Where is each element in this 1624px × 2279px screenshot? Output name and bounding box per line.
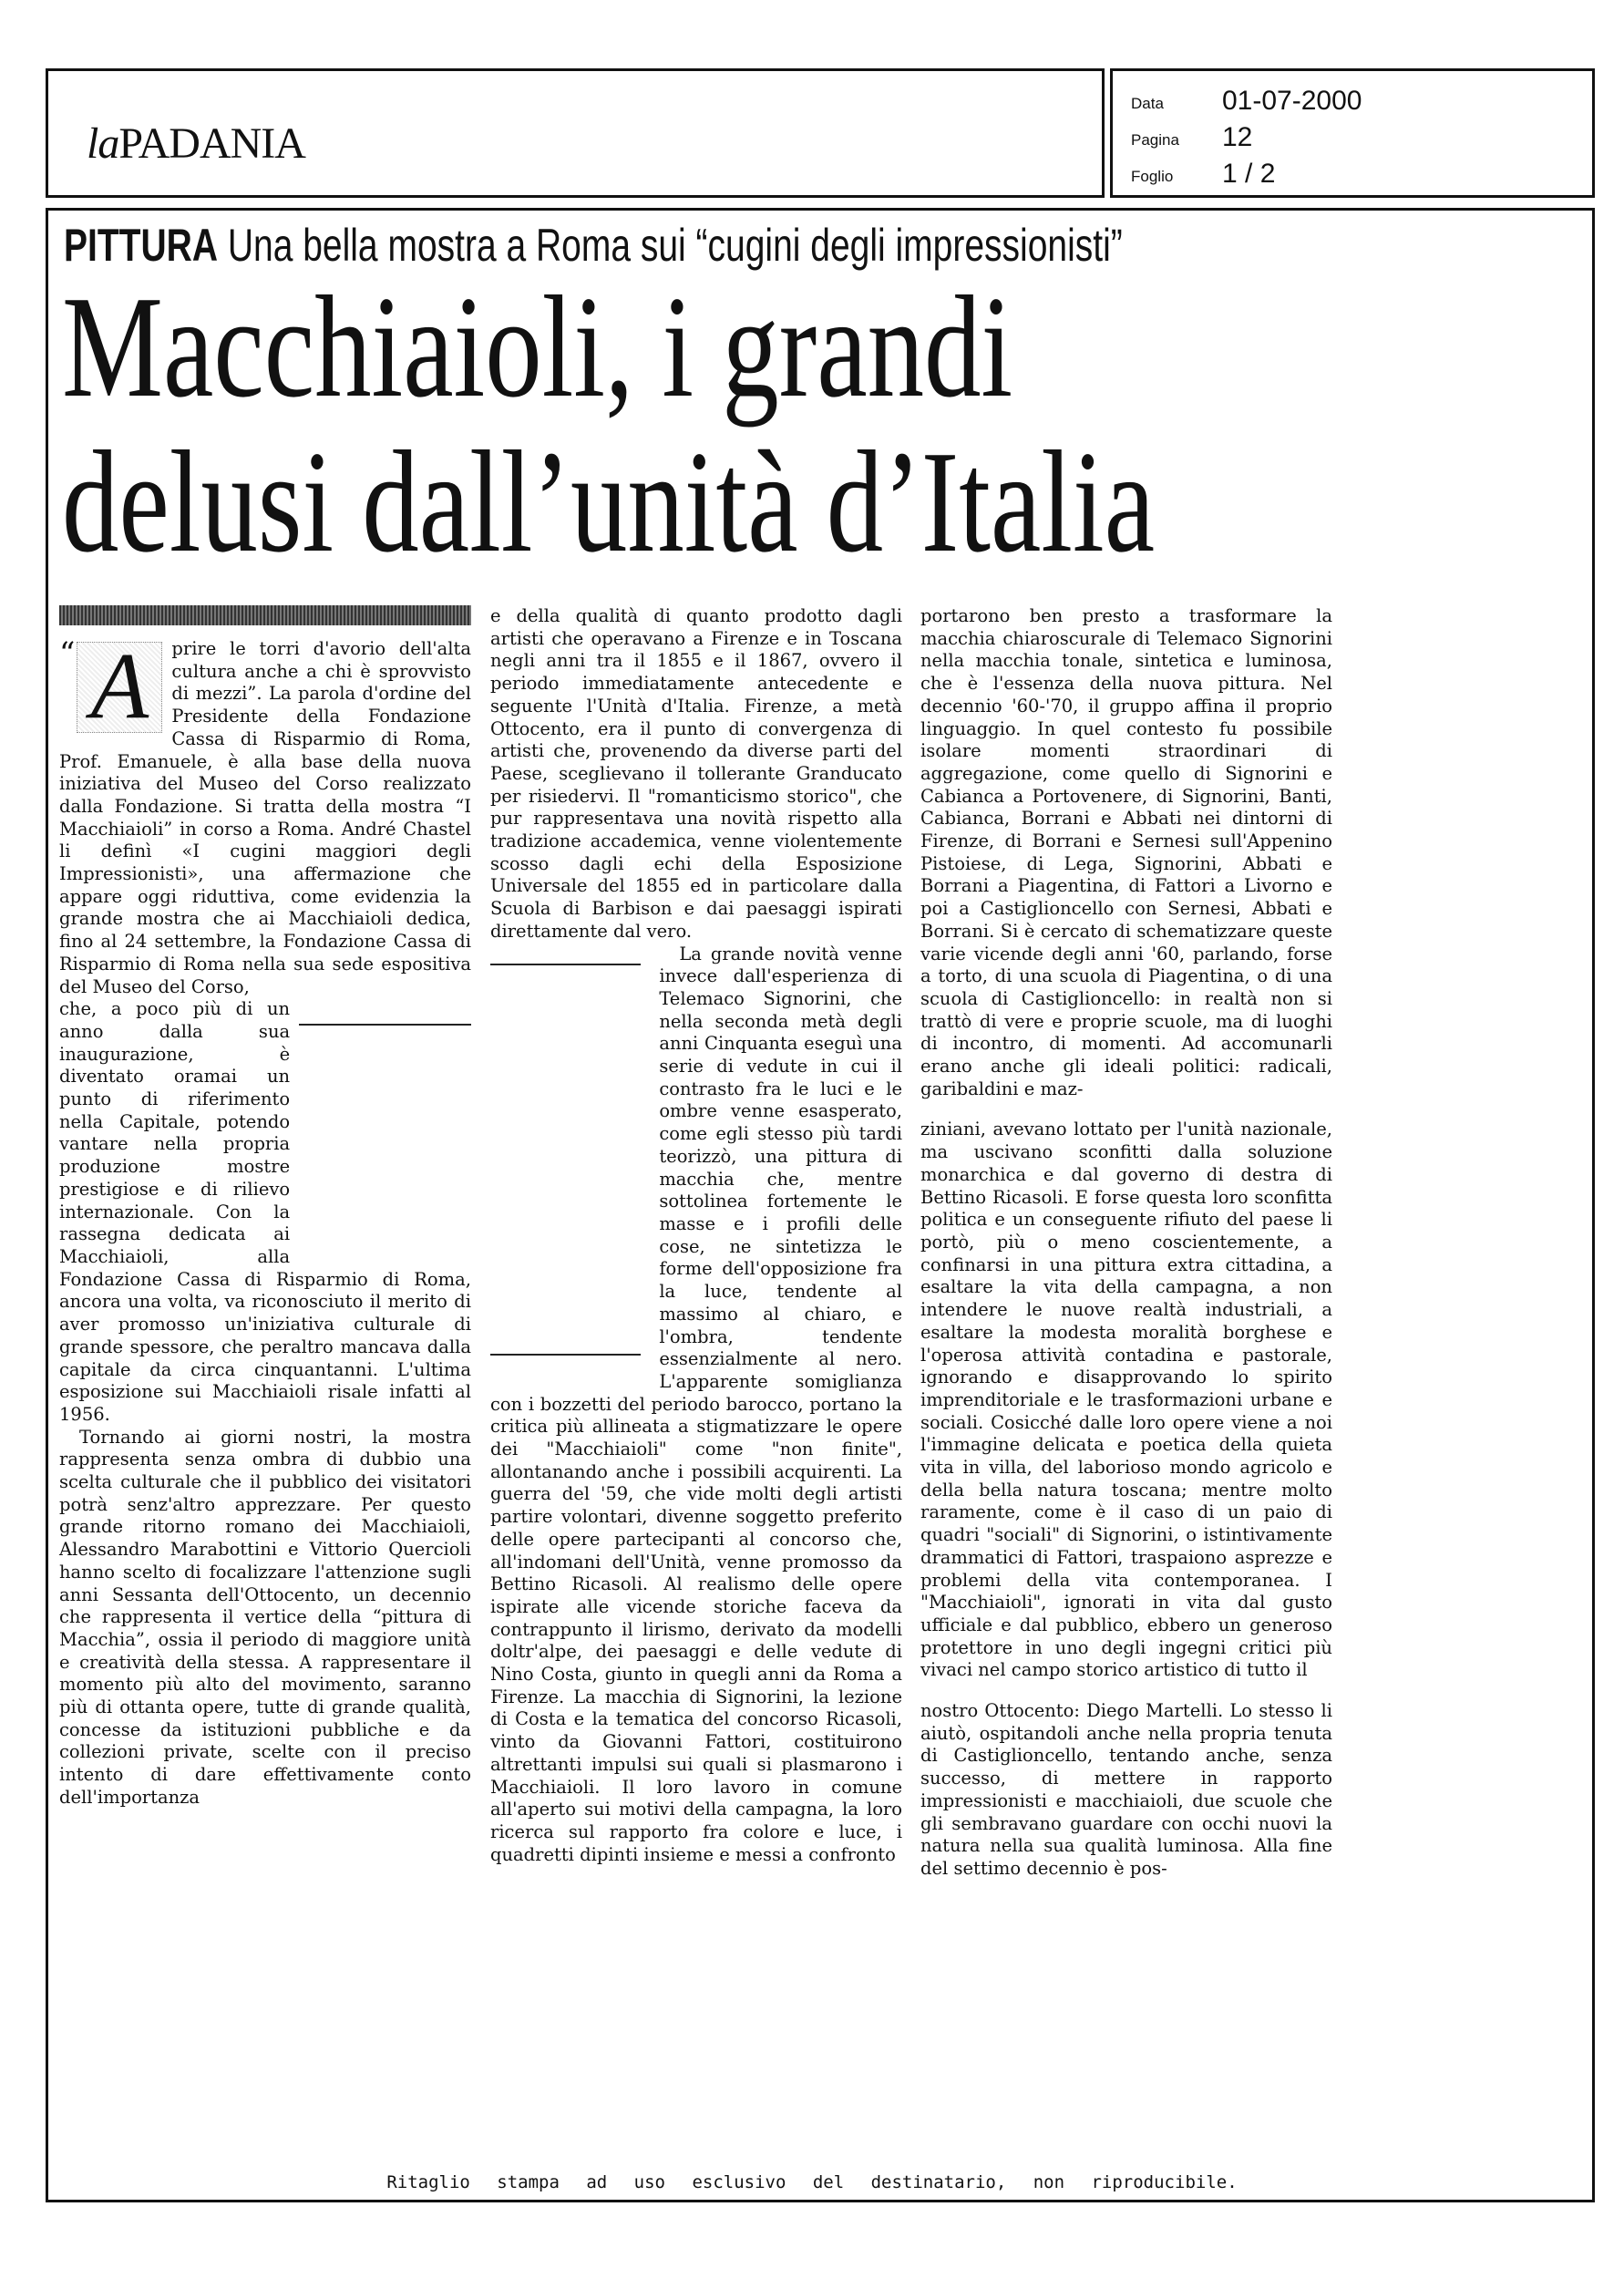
paragraph [490, 944, 902, 1867]
newspaper-logo [87, 119, 305, 169]
column-1 [59, 605, 471, 1810]
meta-value: 1 / 2 [1222, 159, 1276, 189]
headline-line-1: Macchiaioli, i grandi [62, 265, 1013, 428]
spacer [920, 1682, 1332, 1700]
column-3 [920, 605, 1332, 1881]
logo-prefix: la [87, 119, 119, 168]
meta-label: Data [1131, 95, 1164, 112]
meta-value: 12 [1222, 122, 1253, 152]
headline-line-2: delusi dall’unità d’Italia [62, 420, 1156, 583]
section-label: PITTURA [64, 220, 218, 271]
decorative-bar [59, 605, 471, 625]
paragraph: Tornando ai giorni nostri, la mostra rappresenta senza ombra di dubbio una scelta culturale che il pubblico dei visitatori potrà senz'altro apprezzare. Per questo grande ritorno romano dei Macchiaioli, Alessandro Marabottini e Vittorio Quercioli hanno scelto di focalizzare l'attenzione sugli anni Sessanta dell'Ottocento, un decennio che rappresenta il vertice della “pittura di Macchia”, ossia il periodo di maggiore unità e creatività della stessa. A rappresentare il momento più alto del movimento, saranno più di ottanta opere, tutte di grande qualità, concesse da istituzioni pubbliche e da collezioni private, scelte con il preciso intento di dare effettivamente conto dell'importanza [59, 1426, 471, 1808]
paragraph: ziniani, avevano lottato per l'unità nazionale, ma uscivano sconfitti dalla soluzione monarchica e dal governo di destra di Bettino Ricasoli. E forse questa loro sconfitta politica e un conseguente rifiuto del paese li portò, più o meno coscientemente, a confinarsi in una pittura extra cittadina, a esaltare la vita della campagna, a non intendere le nuove realtà industriali, a esaltare la modesta moralità borghese e l'operosa attività contadina e pastorale, ignorando e disapprovando lo spirito imprenditoriale e le trasformazioni urbane e sociali. Cosicché dalle loro opere viene a noi l'immagine delicata e poetica della quieta vita in villa, del laborioso mondo agricolo e della bella natura toscana; mentre molto raramente, come è il caso di un paio di quadri "sociali" di Signorini, o istintivamente drammatici di Fattori, traspaiono asprezze e problemi della vita contemporanea. I "Macchiaioli", ignorati in vita dal gusto ufficiale e dal pubblico, ebbero un generoso protettore in uno degli ingegni critici più vivaci nel campo storico artistico di tutto il [920, 1119, 1332, 1681]
divider-rule [490, 964, 641, 965]
paragraph: portarono ben presto a trasformare la macchia chiaroscurale di Telemaco Signorini nella macchia tonale, sintetica e luminosa, che è l'essenza della nuova pittura. Nel decennio '60-'70, il gruppo affina il proprio linguaggio. In quel contesto fu possibile isolare momenti straordinari di aggregazione, come quello di Signorini e Cabianca a Portovenere, di Signorini, Banti, Cabianca, Borrani e Abbati nei dintorni di Firenze, di Borrani e Sernesi sull'Appenino Pistoiese, di Lega, Signorini, Abbati e Borrani a Piagentina, di Fattori a Livorno e poi a Castiglioncello con Sernesi, Abbati e Borrani. Si è cercato di schematizzare queste varie vicende degli anni '60, parlando, forse a torto, di una scuola di Piagentina, o di una scuola di Castiglioncello: in realtà non si trattò di vere e proprie scuole, ma di luoghi di incontro, di momenti. Ad accomunarli erano anche gli ideali politici: radicali, garibaldini e maz- [920, 605, 1332, 1099]
divider-rule [299, 1024, 471, 1026]
masthead-box [46, 68, 1105, 198]
clipping-meta-box [1110, 68, 1595, 198]
meta-label: Foglio [1131, 168, 1174, 185]
paragraph [59, 998, 471, 1426]
layout-gap [290, 998, 471, 1263]
spacer [920, 1100, 1332, 1119]
column-2 [490, 605, 902, 1866]
kicker-text: Una bella mostra a Roma sui “cugini degli impressionisti” [227, 220, 1123, 271]
paragraph-text: prire le torri d'avorio dell'alta cultura anche a chi è sprovvisto di mezzi”. La parola d'ordine del Presidente della Fondazione Cassa di Risparmio di Roma, Prof. Emanuele, è alla base della nuova iniziativa del Museo del Corso realizzato dalla Fondazione. Si tratta della mostra “I Macchiaioli” in corso a Roma. André Chastel li definì «I cugini maggiori degli Impressionisti», una affermazione che appare oggi riduttiva, come evidenzia la grande mostra che ai Macchiaioli dedica, fino al 24 settembre, la Fondazione Cassa di Risparmio di Roma nella sua sede espositiva del Museo del Corso, [59, 638, 471, 997]
layout-gap [490, 944, 659, 1372]
drop-cap: A [77, 642, 162, 733]
article-kicker [64, 221, 1123, 270]
paragraph [59, 634, 471, 998]
open-quote: “ [59, 635, 76, 672]
meta-label: Pagina [1131, 131, 1179, 149]
meta-value: 01-07-2000 [1222, 86, 1362, 116]
divider-rule [490, 1354, 641, 1356]
clipping-disclaimer: Ritaglio stampa ad uso esclusivo del destinatario, non riproducibile. [386, 2172, 1238, 2192]
logo-name: PADANIA [118, 119, 305, 168]
paragraph-text: che, a poco più di un anno dalla sua inaugurazione, è diventato oramai un punto di riferimento nella Capitale, potendo vantare nella propria produzione mostre prestigiose e di rilievo internazionale. Con la rassegna dedicata ai Macchiaioli, alla Fondazione Cassa di Risparmio di Roma, ancora una volta, va riconosciuto il merito di aver promosso un'iniziativa culturale di grande spessore, che peraltro mancava dalla capitale da circa cinquantanni. L'ultima esposizione sui Macchiaioli risale infatti al 1956. [59, 998, 471, 1425]
paragraph: e della qualità di quanto prodotto dagli artisti che operavano a Firenze e in Toscana negli anni tra il 1855 e il 1867, ovvero il periodo immediatamente antecedente e seguente l'Unità d'Italia. Firenze, a metà Ottocento, era il punto di convergenza di artisti che, provenendo da diverse parti del Paese, sceglievano il tollerante Granducato per risiedervi. Il "romanticismo storico", che pur rappresentava una novità rispetto alla tradizione accademica, venne violentemente scosso dagli echi della Esposizione Universale del 1855 ed in particolare dalla Scuola di Barbison e dai paesaggi ispirati direttamente dal vero. [490, 605, 902, 942]
paragraph-text: La grande novità venne invece dall'esperienza di Telemaco Signorini, che nella seconda metà degli anni Cinquanta eseguì una serie di vedute in cui il contrasto fra le luci e le ombre venne esasperato, come egli stesso più tardi teorizzò, una pittura di macchia che, mentre sottolinea fortemente le masse e i profili delle cose, ne sintetizza le forme dell'opposizione fra la luce, tendente al massimo al chiaro, e l'ombra, tendente essenzialmente al nero. L'apparente somiglianza con i bozzetti del periodo barocco, portano la critica più allineata a stigmatizzare le opere dei "Macchiaioli" come "non finite", allontanando anche i possibili acquirenti. La guerra del '59, che vide molti degli artisti partire volontari, divenne soggetto preferito delle opere partecipanti al concorso che, all'indomani dell'Unità, venne promosso da Bettino Ricasoli. Al realismo delle opere ispirate alle vicende storiche faceva da contrappunto il lirismo, derivato da modelli doltr'alpe, dei paesaggi e delle vedute di Nino Costa, giunto in quegli anni da Roma a Firenze. La macchia di Signorini, la lezione di Costa e la tematica del concorso Ricasoli, vinto da Giovanni Fattori, costituirono altrettanti impulsi sui quali si plasmarono i Macchiaioli. Il loro lavoro in comune all'aperto sui motivi della campagna, la loro ricerca sul rapporto fra colore e luce, i quadretti dipinti insieme e messi a confronto [490, 943, 902, 1865]
paragraph: nostro Ottocento: Diego Martelli. Lo stesso li aiutò, ospitandoli anche nella propria tenuta di Castiglioncello, tentando anche, senza successo, di mettere in rapporto impressionisti e macchiaioli, due scuole che gli sembravano guardare con occhi nuovi la natura nella sua qualità luminosa. Alla fine del settimo decennio è pos- [920, 1700, 1332, 1879]
